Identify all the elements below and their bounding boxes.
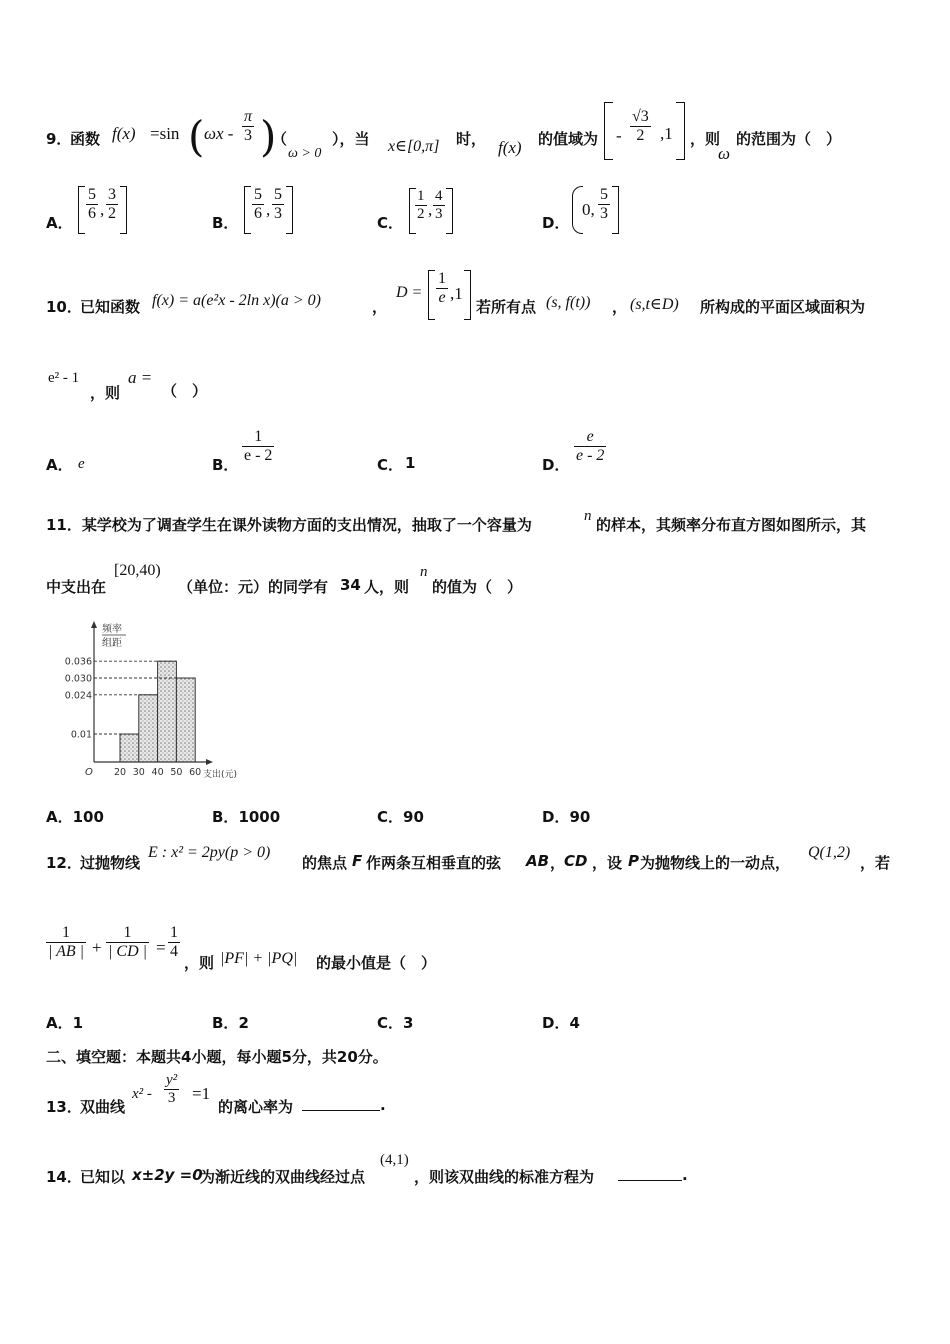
q10-condition: (s,t∈D) [630, 296, 679, 313]
q9-option-c-d1: 2 [417, 206, 425, 222]
q9-omega: ω [718, 144, 731, 163]
histogram-ytick-label: 0.024 [64, 690, 92, 702]
q12-plus: + [92, 938, 102, 957]
q9-text-3: 时， [456, 130, 487, 148]
q9-option-a-comma: , [100, 200, 105, 219]
q9-option-c-n1: 1 [417, 188, 425, 204]
q12-text-6: ，若 [860, 854, 891, 872]
q10-one-over-e [436, 270, 448, 307]
q12-frac-CD-den: | CD | [108, 943, 148, 960]
q12-option-a-value: 1 [72, 1014, 84, 1032]
q9-option-b-frac2 [272, 186, 284, 223]
histogram-bar-2 [139, 695, 158, 762]
histogram-xtick-label: 40 [151, 767, 164, 778]
q9-option-c-comma: , [428, 200, 433, 219]
q14-text-3: ，则该双曲线的标准方程为 [414, 1168, 595, 1186]
q10-text-7: （ ） [162, 382, 208, 400]
q9-option-a-d2: 2 [108, 205, 116, 222]
q11-option-d-value: 90 [569, 808, 591, 826]
q10-option-d-frac [574, 428, 606, 465]
q9-pi-over-3 [242, 108, 254, 145]
q9-option-b-d2: 3 [274, 205, 282, 222]
q9-option-b-lbracket [244, 186, 251, 234]
q10-line [46, 270, 906, 326]
q10-text-2: ， [372, 298, 388, 316]
q10-option-d-label: D． [542, 456, 570, 474]
q11-text-6: 的值为（ ） [432, 578, 523, 596]
histogram-ytick-label: 0.036 [64, 656, 92, 668]
q12-line-1 [46, 842, 916, 874]
q11-options [46, 806, 666, 828]
q9-left-paren: ( [188, 112, 205, 161]
q11-option-b-value: 1000 [238, 808, 281, 826]
q12-option-a-label: A． [46, 1014, 73, 1032]
q14-line [46, 1150, 746, 1190]
q10-option-b-label: B． [212, 456, 239, 474]
histogram-xtick-label: 50 [170, 767, 183, 778]
q11-option-c-value: 90 [403, 808, 424, 826]
q12-quarter-den: 4 [170, 943, 178, 960]
q14-point: (4,1) [380, 1152, 409, 1168]
q13-x2: x² - [132, 1086, 152, 1102]
q12-P: P [628, 852, 639, 870]
q12-frac-CD-num: 1 [106, 924, 149, 943]
q9-option-a-n2: 3 [108, 186, 116, 203]
q9-paren-open: （ [272, 130, 288, 148]
q9-option-b-frac1 [252, 186, 264, 223]
q13-answer-blank[interactable] [302, 1096, 380, 1111]
q12-F: F [352, 852, 363, 870]
q12-text-4: ，设 [592, 854, 623, 872]
q9-option-c-frac1 [415, 188, 427, 223]
q9-fx: f(x) [498, 138, 522, 157]
q12-text-3: 作两条互相垂直的弦 [366, 854, 502, 872]
q10-text-4: ， [612, 298, 628, 316]
q12-frac-AB-num: 1 [46, 924, 86, 943]
q10-text-1: 已知函数 [80, 298, 141, 316]
q12-option-a [46, 1012, 83, 1033]
q9-option-d-frac [598, 186, 610, 223]
q9-comma-one: ,1 [660, 124, 673, 143]
q9-option-a-rbracket [120, 186, 127, 234]
q11-text-5: 人，则 [364, 578, 410, 596]
q10-point: (s, f(t)) [546, 294, 591, 311]
q13-number: 13． [46, 1098, 82, 1116]
q10-text-5: 所构成的平面区域面积为 [700, 298, 866, 316]
q12-frac-quarter [168, 924, 180, 961]
histogram-ylabel-top: 频率 [102, 624, 122, 635]
q10-option-b-den: e - 2 [244, 447, 273, 464]
q12-expression: |PF| + |PQ| [220, 950, 298, 967]
q9-option-b-n2: 5 [274, 186, 282, 203]
q13-three: 3 [167, 1090, 176, 1106]
q14-text-2: 为渐近线的双曲线经过点 [200, 1168, 366, 1186]
q11-option-c [377, 806, 424, 827]
q14-asymptote: x±2y =0 [132, 1166, 203, 1184]
q12-options [46, 1012, 666, 1034]
q9-option-a-label: A． [46, 214, 73, 232]
q12-parabola: E : x² = 2py(p > 0) [148, 844, 271, 861]
q12-line-2 [46, 924, 566, 976]
q12-Q: Q(1,2) [808, 844, 851, 861]
histogram-y-arrow [91, 621, 97, 628]
q11-line-1 [46, 510, 916, 538]
q9-sqrt3-over-2 [630, 108, 651, 145]
q9-option-b-label: B． [212, 214, 239, 232]
q9-text-2: ），当 [332, 130, 370, 148]
q10-option-b-num: 1 [242, 428, 274, 447]
histogram-ytick-label: 0.030 [64, 673, 92, 685]
q9-sqrt3: √3 [632, 108, 649, 125]
q10-comma-one: ,1 [450, 284, 463, 303]
q11-text-4: （单位：元）的同学有 [178, 578, 329, 596]
q14-text-1: 已知以 [80, 1168, 126, 1186]
q12-option-b [212, 1012, 249, 1033]
q11-option-b [212, 806, 280, 827]
q9-right-paren: ) [260, 112, 277, 161]
q10-options [46, 426, 686, 478]
q11-option-a-label: A． [46, 808, 73, 826]
q9-pi: π [244, 108, 253, 125]
q9-option-a-n1: 5 [88, 186, 96, 203]
histogram-xtick-label: 60 [189, 767, 202, 778]
q9-text-4: 的值域为 [538, 130, 599, 148]
q10-option-c-value: 1 [405, 454, 416, 472]
q10-number: 10． [46, 298, 82, 316]
q11-option-d-label: D． [542, 808, 570, 826]
q12-quarter-num: 1 [170, 924, 178, 941]
q10-option-a-label: A． [46, 456, 73, 474]
histogram-ytick-label: 0.01 [70, 729, 92, 741]
q9-options [46, 186, 746, 238]
q9-option-d-zero: 0, [582, 200, 595, 219]
q14-answer-blank[interactable] [618, 1166, 682, 1181]
q12-frac-AB-den: | AB | [48, 943, 85, 960]
q10-function: f(x) = a(e²x - 2ln x)(a > 0) [152, 292, 321, 309]
q12-option-c [377, 1012, 413, 1033]
q11-text-1: 11．某学校为了调查学生在课外读物方面的支出情况，抽取了一个容量为 [46, 516, 532, 534]
q9-expr-sin: =sin [150, 124, 180, 143]
q9-domain: x∈[0,π] [388, 138, 440, 155]
q13-text-1: 双曲线 [80, 1098, 126, 1116]
q9-number: 9． [46, 130, 72, 148]
q9-range-right-bracket [676, 102, 685, 160]
q10-one: 1 [438, 270, 446, 287]
histogram-origin: O [85, 767, 93, 778]
q9-option-c-n2: 4 [435, 188, 443, 204]
q10-D-eq: D = [396, 284, 423, 301]
q14-end: . [682, 1166, 688, 1184]
q9-two: 2 [636, 127, 645, 144]
q11-n: n [584, 508, 592, 524]
q9-option-c-d2: 3 [435, 206, 443, 222]
q10-D-rbracket [464, 270, 471, 320]
q9-omega-x: ωx - [204, 124, 234, 143]
q10-option-b-frac [242, 428, 274, 465]
histogram-x-arrow [206, 759, 213, 765]
q9-text-6: 的范围为（ ） [736, 130, 842, 148]
q9-option-b-d1: 6 [254, 205, 262, 222]
q10-line-2 [46, 366, 346, 402]
q9-option-d-d2: 3 [600, 205, 608, 222]
histogram-xtick-label: 20 [113, 767, 127, 778]
q12-text-7: ，则 [184, 954, 215, 972]
q10-a-eq: a = [128, 368, 153, 387]
section-2-title: 二、填空题：本题共4小题，每小题5分，共20分。 [46, 1048, 388, 1066]
q9-option-b-rbracket [286, 186, 293, 234]
q10-e: e [438, 289, 446, 306]
q10-text-6: ，则 [90, 384, 121, 402]
q11-count: 34 [340, 576, 361, 594]
q9-minus: - [616, 126, 622, 145]
q9-three: 3 [244, 127, 252, 144]
q11-n-2: n [420, 564, 428, 580]
histogram-ylabel-bottom: 组距 [102, 638, 122, 649]
histogram-xlabel: 支出(元) [203, 770, 238, 780]
q11-option-c-label: C． [377, 808, 404, 826]
q11-option-a-value: 100 [72, 808, 104, 826]
q12-AB: AB [526, 852, 550, 870]
q13-y2: y² [166, 1072, 178, 1088]
q9-option-c-rbracket [446, 188, 453, 234]
q12-CD: CD [564, 852, 588, 870]
q14-number: 14． [46, 1168, 82, 1186]
q11-line-2 [46, 562, 606, 596]
q9-expr-fx: f(x) [112, 124, 136, 143]
q12-option-d [542, 1012, 580, 1033]
q13-line [46, 1072, 466, 1124]
q11-option-a [46, 806, 104, 827]
q12-option-d-value: 4 [569, 1014, 580, 1032]
q10-area: e² - 1 [48, 370, 80, 386]
q12-option-b-label: B． [212, 1014, 239, 1032]
q11-option-b-label: B． [212, 808, 239, 826]
q9-option-c-frac2 [433, 188, 445, 223]
q9-option-d-rbracket [612, 186, 619, 234]
q9-range-left-bracket [604, 102, 613, 160]
q12-sep: ， [550, 854, 566, 872]
q12-option-c-label: C． [377, 1014, 404, 1032]
q9-option-d-label: D． [542, 214, 570, 232]
q12-option-c-value: 3 [403, 1014, 414, 1032]
q13-text-2: 的离心率为 [218, 1098, 294, 1116]
q10-option-c-label: C． [377, 456, 404, 474]
q12-frac-CD [106, 924, 149, 961]
q12-text-1: 过抛物线 [80, 854, 141, 872]
q11-option-d [542, 806, 590, 827]
q10-option-a-value: e [78, 456, 85, 472]
q12-eq: = [156, 938, 166, 957]
q9-text-5: ，则 [690, 130, 721, 148]
q10-D-lbracket [428, 270, 435, 320]
histogram-bar-3 [158, 661, 177, 762]
histogram-xtick-label: 30 [132, 767, 145, 778]
q10-option-d-den: e - 2 [576, 447, 605, 464]
q12-text-5: 为抛物线上的一动点， [640, 854, 791, 872]
q9-condition: ω > 0 [288, 146, 322, 161]
q9-option-d-n2: 5 [600, 186, 608, 203]
q9-option-c-label: C． [377, 214, 404, 232]
q12-text-8: 的最小值是（ ） [316, 954, 437, 972]
q10-text-3: 若所有点 [476, 298, 537, 316]
q11-text-3: 中支出在 [46, 578, 107, 596]
q9-option-b-comma: , [266, 200, 271, 219]
histogram-bar-1 [120, 734, 139, 762]
q13-y2-over-3 [164, 1072, 179, 1107]
q9-option-b-n1: 5 [254, 186, 262, 203]
q9-option-a-frac1 [86, 186, 98, 223]
histogram [56, 618, 256, 782]
q12-option-b-value: 2 [238, 1014, 249, 1032]
q11-interval: [20,40) [114, 562, 161, 579]
q9-option-a-d1: 6 [88, 205, 96, 222]
q9-option-a-lbracket [78, 186, 85, 234]
q9-option-a-frac2 [106, 186, 118, 223]
q11-text-2: 的样本，其频率分布直方图如图所示，其 [596, 516, 867, 534]
q13-end: . [380, 1096, 386, 1114]
q9-text-1: 函数 [70, 130, 101, 148]
q12-text-2: 的焦点 [302, 854, 348, 872]
q13-eq-one: =1 [192, 1084, 211, 1103]
histogram-bar-4 [176, 678, 195, 762]
q10-option-d-num: e [574, 428, 606, 447]
q12-option-d-label: D． [542, 1014, 570, 1032]
q12-frac-AB [46, 924, 86, 961]
q12-number: 12． [46, 854, 82, 872]
